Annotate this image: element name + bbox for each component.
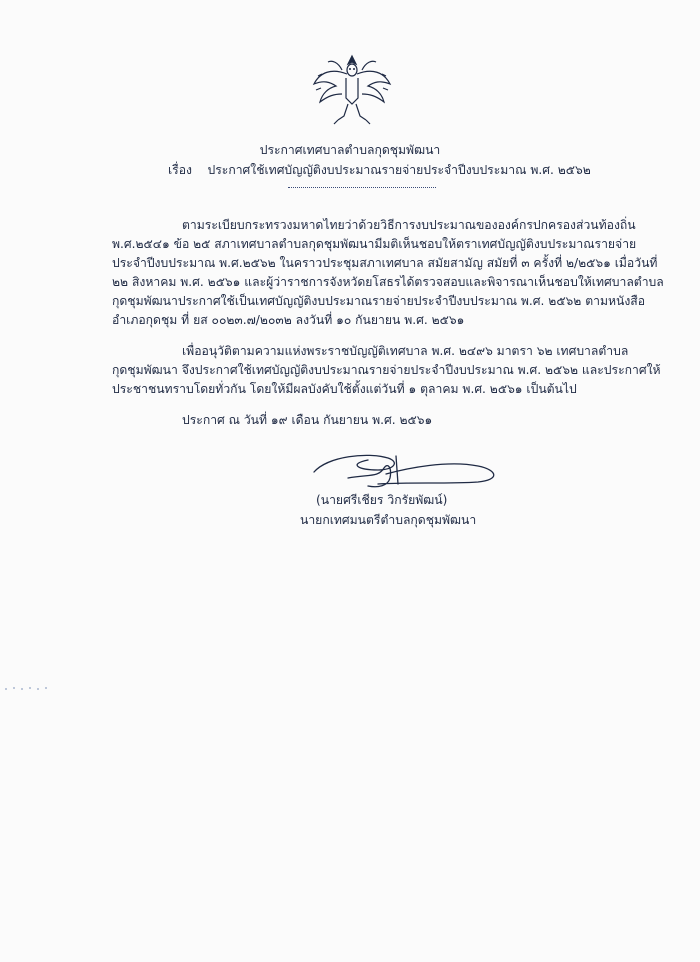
signatory-name: (นายศรีเชียร วิกรัยพัฒน์) [316,493,448,507]
scan-artifact [0,680,100,694]
paragraph-2-line: เพื่ออนุวัติตามความแห่งพระราชบัญญัติเทศบาล พ.ศ. ๒๔๙๖ มาตรา ๖๒ เทศบาลตำบล [182,344,629,358]
paragraph-1-line: ๒๒ สิงหาคม พ.ศ. ๒๕๖๑ และผู้ว่าราชการจังหวัดยโสธรได้ตรวจสอบและพิจารณาเห็นชอบให้เทศบาลตำบล [112,275,664,289]
paragraph-1-line: อำเภอกุดชุม ที่ ยส ๐๐๒๓.๗/๒๐๓๒ ลงวันที่ ๑๐ กันยายน พ.ศ. ๒๕๖๑ [112,313,465,327]
paragraph-2-line: กุดชุมพัฒนา จึงประกาศใช้เทศบัญญัติงบประมาณรายจ่ายประจำปีงบประมาณ พ.ศ. ๒๕๖๒ และประกาศให้ [112,363,661,377]
subject-label: เรื่อง [168,163,192,177]
paragraph-1-line: กุดชุมพัฒนาประกาศใช้เป็นเทศบัญญัติงบประมาณรายจ่ายประจำปีงบประมาณ พ.ศ. ๒๕๖๒ ตามหนังสือ [112,294,646,308]
date-line: ประกาศ ณ วันที่ ๑๙ เดือน กันยายน พ.ศ. ๒๕๖๑ [182,413,433,427]
separator-line [288,187,436,188]
garuda-emblem-icon [312,50,392,126]
paragraph-2-line: ประชาชนทราบโดยทั่วกัน โดยให้มีผลบังคับใช้ตั้งแต่วันที่ ๑ ตุลาคม พ.ศ. ๒๕๖๑ เป็นต้นไป [112,382,577,396]
paragraph-1-line: พ.ศ.๒๕๔๑ ข้อ ๒๕ สภาเทศบาลตำบลกุดชุมพัฒนามีมติเห็นชอบให้ตราเทศบัญญัติงบประมาณรายจ่าย [112,237,637,251]
paragraph-1-line: ประจำปีงบประมาณ พ.ศ.๒๕๖๒ ในคราวประชุมสภาเทศบาล สมัยสามัญ สมัยที่ ๓ ครั้งที่ ๒/๒๕๖๑ เมื่อวันที่ [112,256,658,270]
subject-text: ประกาศใช้เทศบัญญัติงบประมาณรายจ่ายประจำปีงบประมาณ พ.ศ. ๒๕๖๒ [207,163,591,177]
subject-line [168,162,591,178]
handwritten-signature [308,448,508,496]
signatory-title: นายกเทศมนตรีตำบลกุดชุมพัฒนา [300,513,477,527]
issuer-title: ประกาศเทศบาลตำบลกุดชุมพัฒนา [259,143,441,157]
paragraph-1-line: ตามระเบียบกระทรวงมหาดไทยว่าด้วยวิธีการงบประมาณขององค์กรปกครองส่วนท้องถิ่น [182,218,636,232]
